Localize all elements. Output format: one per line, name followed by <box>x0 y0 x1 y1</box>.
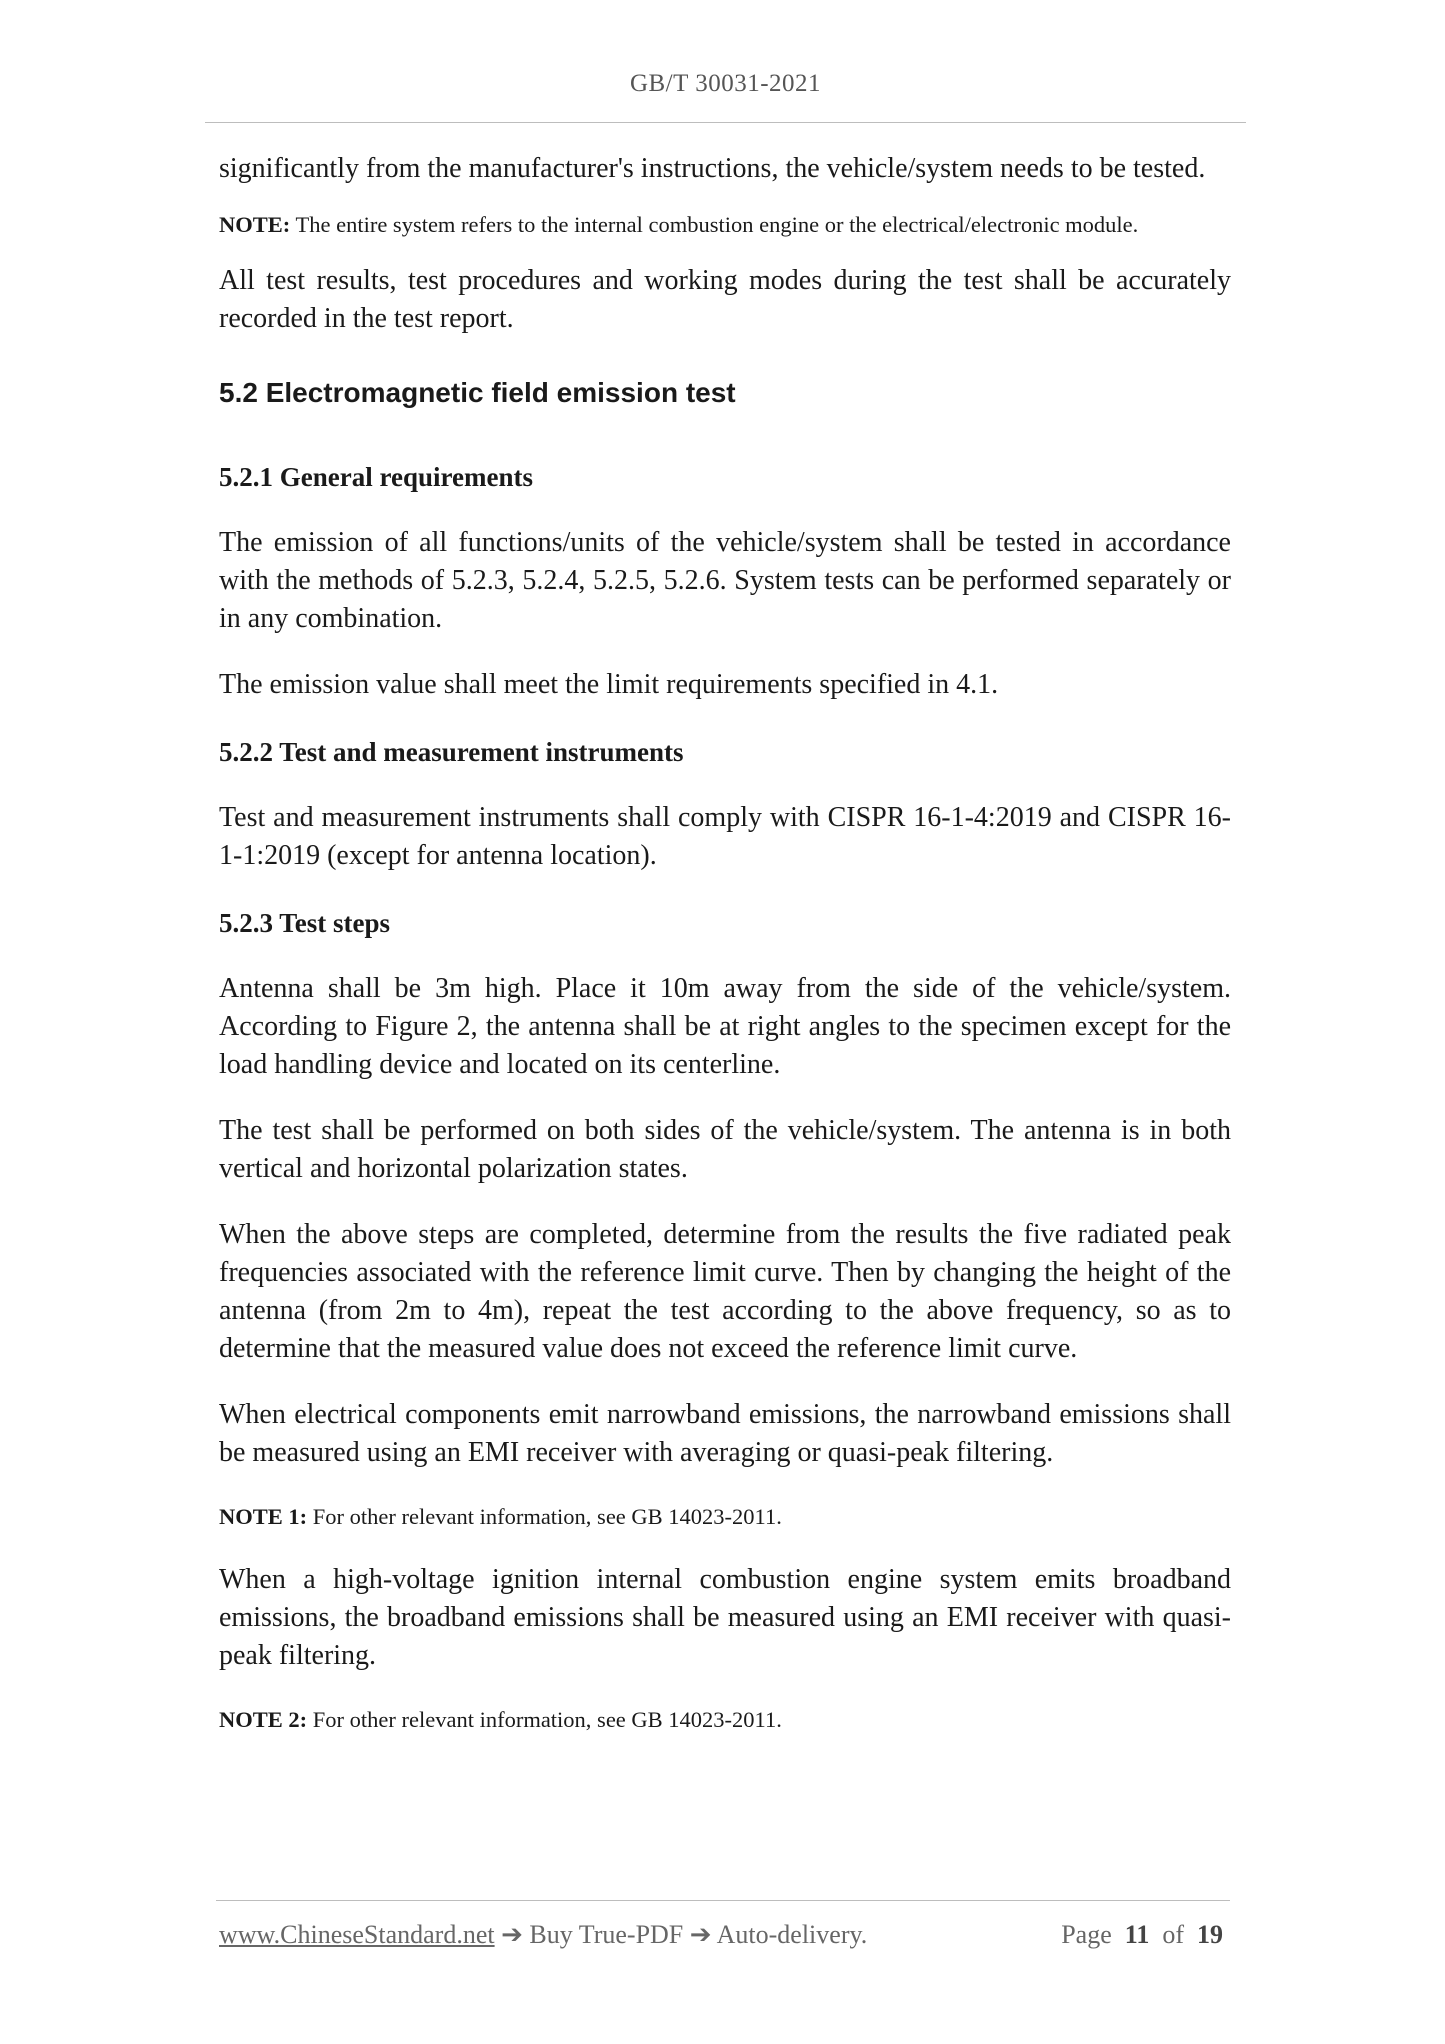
paragraph-broadband: When a high-voltage ignition internal combustion engine system emits broadband emissions, the broadband emissions shall be measured using an EMI receiver with quasi-peak filtering. <box>219 1564 1231 1671</box>
section-heading-5-2-2: 5.2.2 Test and measurement instruments <box>219 737 684 767</box>
footer-divider <box>216 1900 1230 1901</box>
footer-buy-text: ➔ Buy True-PDF <box>494 1920 690 1949</box>
note-1-text: For other relevant information, see GB 14023-2011. <box>307 1504 782 1529</box>
document-body <box>219 150 1231 1738</box>
paragraph-test-results: All test results, test procedures and working modes during the test shall be accurately recorded in the test report. <box>219 265 1231 334</box>
page-header-doc-code: GB/T 30031-2021 <box>629 70 822 97</box>
section-heading-5-2-1: 5.2.1 General requirements <box>219 462 533 492</box>
paragraph-narrowband: When electrical components emit narrowband emissions, the narrowband emissions shall be measured using an EMI receiver with averaging or quasi-peak filtering. <box>219 1399 1231 1468</box>
note-entire-system <box>219 206 1231 243</box>
page-total: 19 <box>1197 1920 1223 1949</box>
paragraph-continuation: significantly from the manufacturer's instructions, the vehicle/system needs to be tested. <box>219 153 1206 184</box>
note-2 <box>219 1701 1231 1738</box>
footer-promo <box>219 1920 867 1950</box>
note-1 <box>219 1498 1231 1535</box>
page-of: of <box>1162 1920 1184 1949</box>
paragraph-both-sides: The test shall be performed on both sides of the vehicle/system. The antenna is in both vertical and horizontal polarization states. <box>219 1115 1231 1184</box>
footer-site-link[interactable]: www.ChineseStandard.net <box>219 1920 495 1949</box>
paragraph-instruments: Test and measurement instruments shall comply with CISPR 16-1-4:2019 and CISPR 16-1-1:2019 (except for antenna location). <box>219 802 1231 871</box>
section-heading-5-2-3: 5.2.3 Test steps <box>219 908 391 938</box>
page-current: 11 <box>1124 1920 1150 1949</box>
paragraph-peak-frequencies: When the above steps are completed, determine from the results the five radiated peak frequencies associated with the reference limit curve. Then by changing the height of the antenna (from 2m to 4m), repeat the test according to the above frequency, so as to determine that the measured value does not exceed the reference limit curve. <box>219 1219 1231 1364</box>
page-number <box>1061 1920 1223 1950</box>
footer-delivery-text: ➔ Auto-delivery. <box>689 1920 868 1949</box>
paragraph-emission-limit: The emission value shall meet the limit requirements specified in 4.1. <box>219 669 999 700</box>
paragraph-general-requirements: The emission of all functions/units of the vehicle/system shall be tested in accordance with the methods of 5.2.3, 5.2.4, 5.2.5, 5.2.6. System tests can be performed separately or in any combination. <box>219 527 1231 634</box>
section-heading-5-2: 5.2 Electromagnetic field emission test <box>219 377 736 408</box>
paragraph-antenna-placement: Antenna shall be 3m high. Place it 10m away from the side of the vehicle/system. According to Figure 2, the antenna shall be at right angles to the specimen except for the load handling device and located on its centerline. <box>219 973 1231 1080</box>
note-2-text: For other relevant information, see GB 14023-2011. <box>307 1707 782 1732</box>
page-label: Page <box>1061 1920 1112 1949</box>
header-divider <box>205 122 1246 123</box>
note-2-label: NOTE 2: <box>219 1707 308 1732</box>
note-label: NOTE: <box>219 212 291 237</box>
note-text: The entire system refers to the internal combustion engine or the electrical/electronic module. <box>290 212 1139 237</box>
note-1-label: NOTE 1: <box>219 1504 308 1529</box>
